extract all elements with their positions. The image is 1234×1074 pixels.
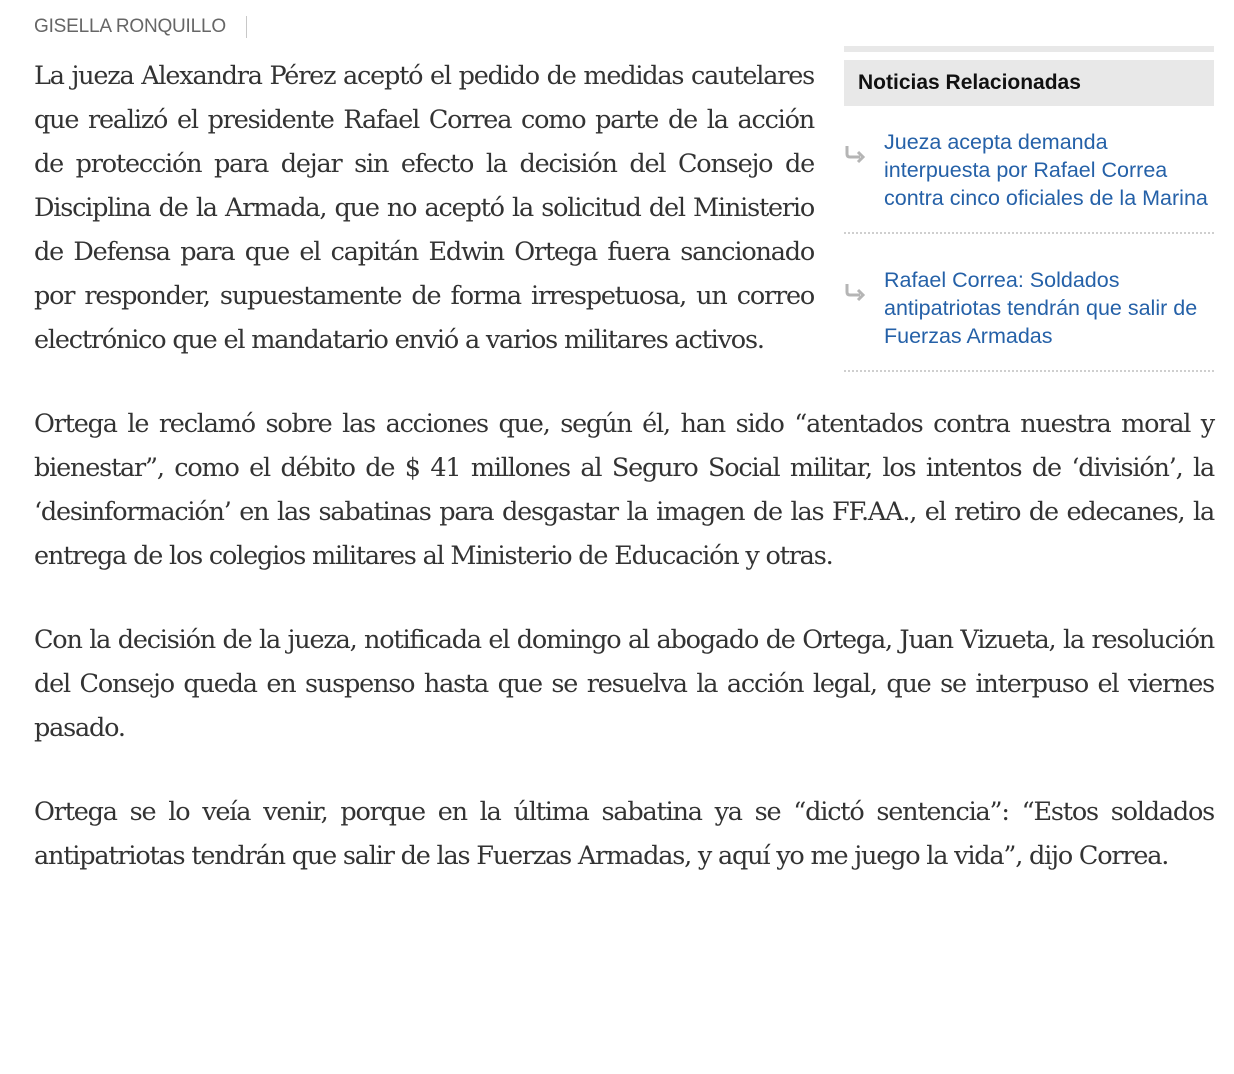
related-news-item[interactable] [844, 106, 1214, 234]
byline-divider [246, 16, 247, 38]
reply-arrow-icon [844, 128, 884, 178]
related-news-box [844, 46, 1214, 372]
author-name: GISELLA RONQUILLO [34, 16, 226, 37]
related-news-item[interactable] [844, 234, 1214, 372]
article-paragraph: Ortega se lo veía venir, porque en la última sabatina ya se “dictó sentencia”: “Estos soldados antipatriotas tendrán que salir de las Fuerzas Armadas, y aquí yo me juego la vida”, dijo Correa. [34, 797, 1214, 871]
sidebar-top-rule [844, 46, 1214, 52]
related-news-link[interactable]: Rafael Correa: Soldados antipatriotas tendrán que salir de Fuerzas Armadas [884, 268, 1198, 348]
article-body [34, 54, 1214, 918]
article-paragraph: Con la decisión de la jueza, notificada el domingo al abogado de Ortega, Juan Vizueta, la resolución del Consejo queda en suspenso hasta que se resuelva la acción legal, que se interpuso el viernes pasado. [34, 625, 1214, 743]
article-paragraph: La jueza Alexandra Pérez aceptó el pedido de medidas cautelares que realizó el presidente Rafael Correa como parte de la acción de protección para dejar sin efecto la decisión del Consejo de Disciplina de la Armada, que no aceptó la solicitud del Ministerio de Defensa para que el capitán Edwin Ortega fuera sancionado por responder, supuestamente de forma irrespetuosa, un correo electrónico que el mandatario envió a varios militares activos. [34, 61, 814, 355]
article-paragraph: Ortega le reclamó sobre las acciones que, según él, han sido “atentados contra nuestra moral y bienestar”, como el débito de $ 41 millones al Seguro Social militar, los intentos de ‘división’, la ‘desinformación’ en las sabatinas para desgastar la imagen de las FF.AA., el retiro de edecanes, la entrega de los colegios militares al Ministerio de Educación y otras. [34, 409, 1214, 571]
related-news-link[interactable]: Jueza acepta demanda interpuesta por Rafael Correa contra cinco oficiales de la Marina [884, 130, 1208, 210]
related-news-title: Noticias Relacionadas [844, 60, 1214, 106]
author-byline [34, 14, 247, 40]
reply-arrow-icon [844, 266, 884, 316]
